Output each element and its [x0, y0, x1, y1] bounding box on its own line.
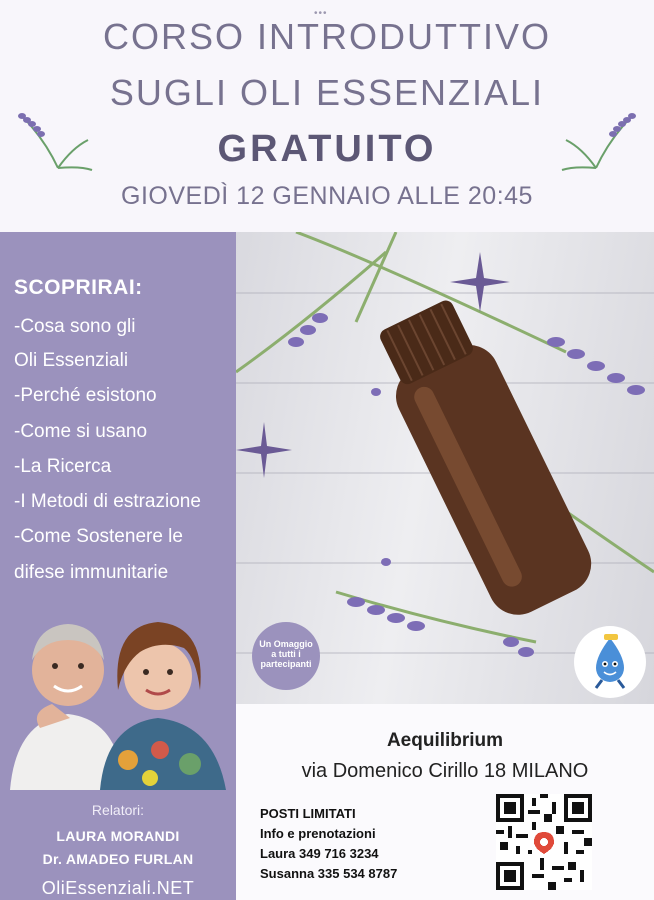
- contact-susanna[interactable]: Susanna 335 534 8787: [260, 866, 398, 881]
- topic-item: -Come Sostenere le: [14, 526, 183, 547]
- topic-item: -La Ricerca: [14, 456, 112, 477]
- header: [0, 0, 654, 232]
- title-line-1: CORSO INTRODUTTIVO: [103, 16, 551, 57]
- speaker-name: Dr. AMADEO FURLAN: [42, 851, 194, 867]
- booking-info-text: Info e prenotazioni: [260, 826, 376, 841]
- title-line-2: SUGLI OLI ESSENZIALI: [109, 72, 545, 113]
- contact-laura[interactable]: Laura 349 716 3234: [260, 846, 379, 861]
- speakers-photo: [0, 600, 236, 790]
- title-gratuito: GRATUITO: [217, 128, 437, 170]
- venue-address: via Domenico Cirillo 18 MILANO: [301, 760, 589, 782]
- gift-badge-line3: partecipanti: [260, 659, 312, 669]
- topic-item: difese immunitarie: [14, 562, 169, 583]
- topic-item: -Cosa sono gli: [14, 316, 136, 337]
- topics-heading: SCOPRIRAI:: [14, 276, 143, 299]
- topic-item: -I Metodi di estrazione: [14, 491, 201, 512]
- gift-badge-line2: a tutti i: [271, 649, 301, 659]
- droplet-mascot-logo: [574, 626, 646, 698]
- venue-name: Aequilibrium: [386, 730, 504, 751]
- topic-item: -Come si usano: [14, 421, 148, 442]
- lavender-sprig-right-icon: [560, 108, 640, 178]
- gift-badge: [252, 622, 320, 690]
- topic-item: -Perché esistono: [14, 385, 157, 406]
- speakers-label: Relatori:: [91, 802, 145, 818]
- speaker-name: LAURA MORANDI: [56, 828, 180, 844]
- gift-badge-line1: Un Omaggio: [259, 639, 313, 649]
- lavender-sprig-left-icon: [14, 108, 94, 178]
- event-date: GIOVEDÌ 12 GENNAIO ALLE 20:45: [121, 182, 533, 210]
- website-link[interactable]: OliEssenziali.NET: [41, 878, 195, 898]
- topic-item: Oli Essenziali: [14, 350, 129, 371]
- camera-dots-icon: •••: [314, 8, 328, 19]
- limited-seats-text: POSTI LIMITATI: [260, 806, 356, 821]
- qr-code[interactable]: [496, 794, 592, 890]
